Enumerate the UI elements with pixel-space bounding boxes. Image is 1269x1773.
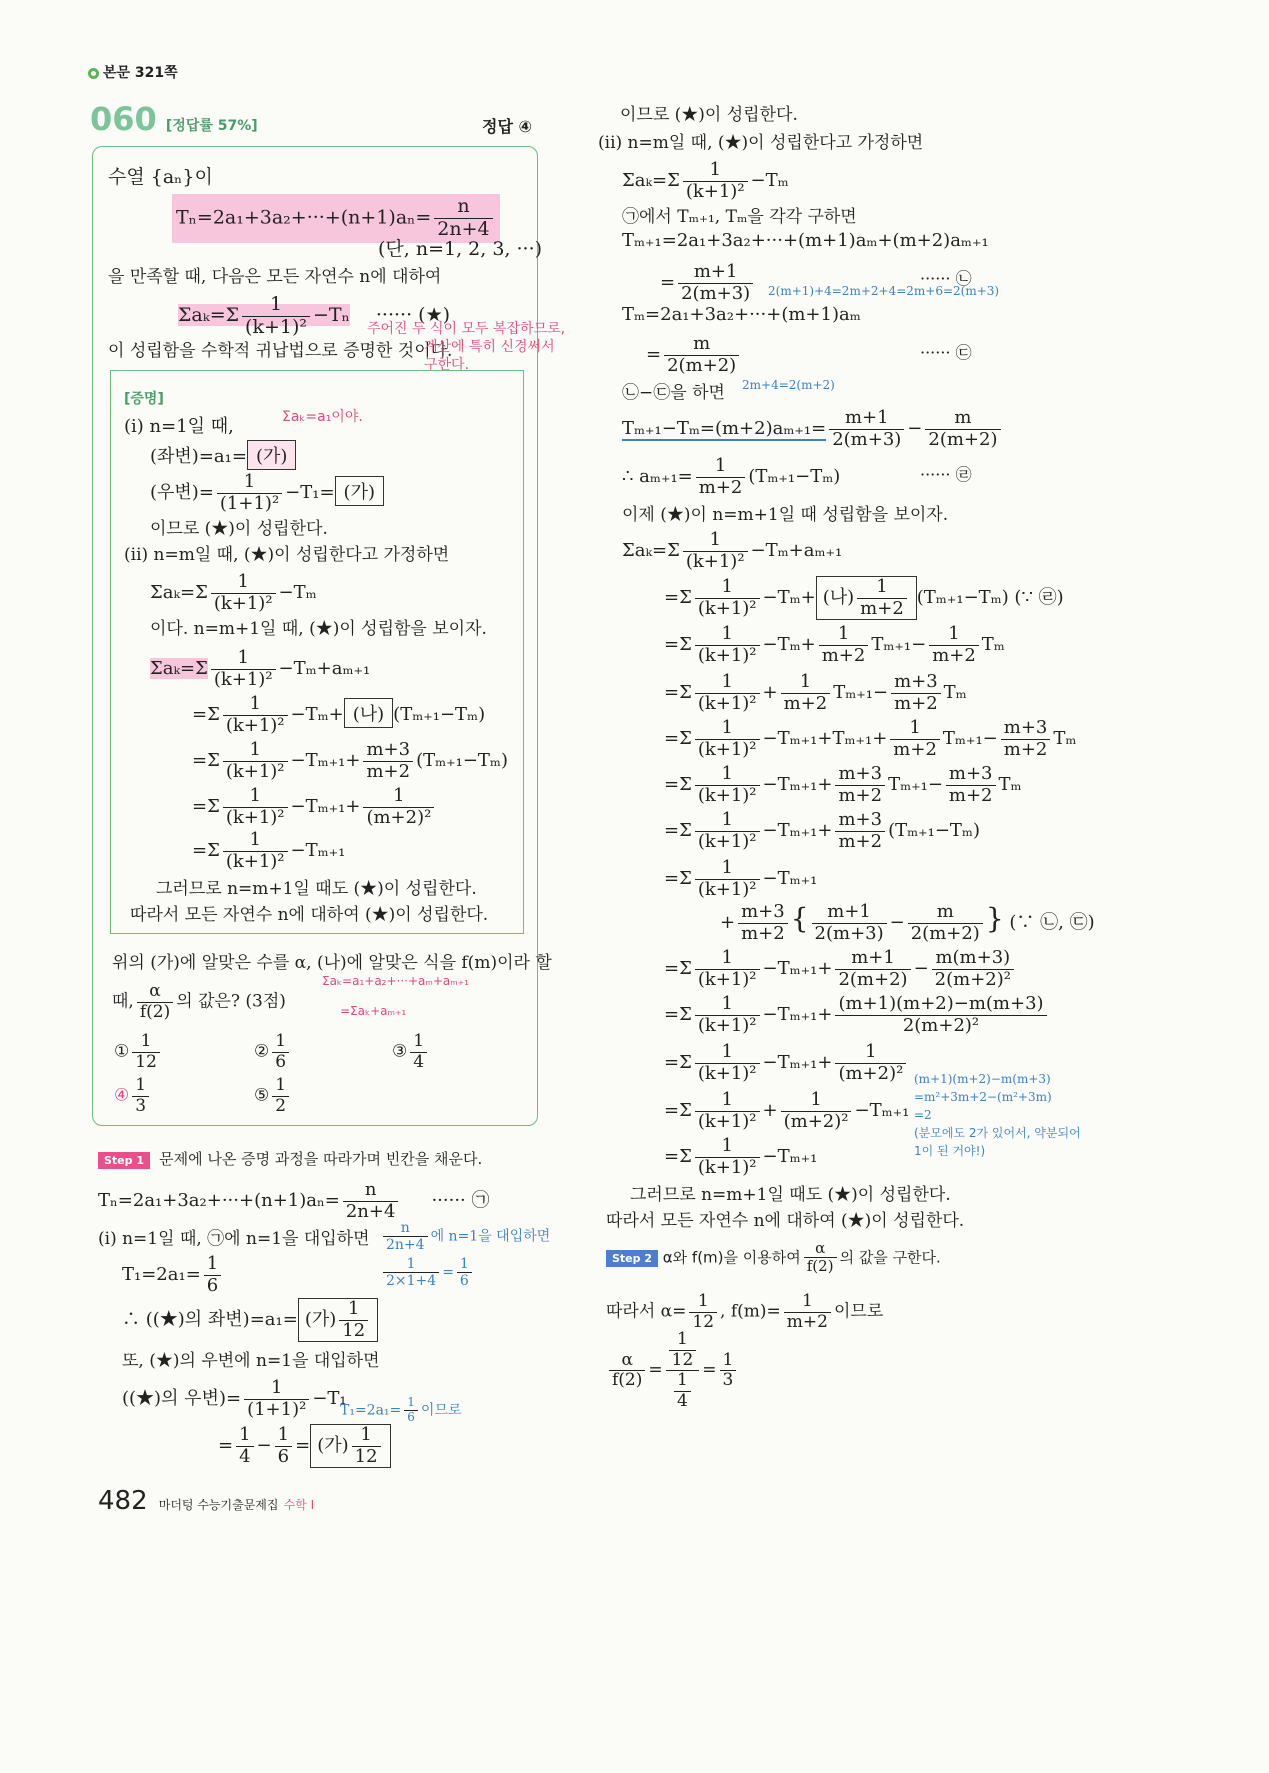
right-step-7: =Σ $\frac{1}{\text{(k+1)²}}$ −Tₘ₊₁+ $\frac{m+3}{m+2}$ (Tₘ₊₁−Tₘ) xyxy=(664,809,980,852)
step1-note-2: $\frac{1}{2\times 1+4}$ = $\frac{1}{6}$ xyxy=(380,1256,475,1289)
step2-result: $\frac{\alpha}{f(2)}$ = $\frac{\frac{1}{12}}{\frac{1}{4}}$ = $\frac{1}{3}$ xyxy=(606,1330,739,1411)
choice-5[interactable]: ⑤ $\frac{1}{2}$ xyxy=(254,1076,292,1116)
step2-values: 따라서 α= $\frac{1}{12}$ , f(m)= $\frac{1}{m+2}$ 이므로 xyxy=(606,1291,884,1332)
proof-lhs: (좌변)=a₁= (가) xyxy=(150,440,296,470)
right-show: 이제 (★)이 n=m+1일 때 성립함을 보이자. xyxy=(622,505,949,525)
sequence-equation: Tₙ=2a₁+3a₂+···+(n+1)aₙ= $\frac{n}{2n+4}$ xyxy=(172,194,500,243)
answer-label: 정답 ④ xyxy=(482,117,533,136)
step1-case1: (i) n=1일 때, ㉠에 n=1을 대입하면 xyxy=(98,1229,370,1249)
tag-d: ······ ㉣ xyxy=(920,465,972,484)
right-step-8: =Σ $\frac{1}{\text{(k+1)²}}$ −Tₘ₊₁ xyxy=(664,857,818,900)
star-equation: Σaₖ=Σ $\frac{1}{\text{(k+1)²}}$ −Tₙ ······ (★) xyxy=(178,293,451,338)
choice-1[interactable]: ① $\frac{1}{12}$ xyxy=(114,1032,163,1072)
right-diff: Tₘ₊₁−Tₘ=(m+2)aₘ₊₁= $\frac{m+1}{2(m+3)}$ − $\frac{m}{2(m+2)}$ xyxy=(622,408,1004,450)
question-line2: 을 만족할 때, 다음은 모든 자연수 n에 대하여 xyxy=(108,267,442,287)
tag-b: ······ ㉡ xyxy=(920,269,972,288)
proof-note-1: Σaₖ=a₁이야. xyxy=(282,409,363,425)
right-step-13: =Σ $\frac{1}{\text{(k+1)²}}$ + $\frac{1}{\text{(m+2)²}}$ −Tₘ₊₁ xyxy=(664,1089,910,1132)
right-step-9: + $\frac{m+3}{m+2}$ { $\frac{m+1}{2(m+3)}$ − $\frac{m}{2(m+2)}$ } (∵ ㉡, ㉢) xyxy=(720,901,1095,944)
choice-4-correct[interactable]: ④ $\frac{1}{3}$ xyxy=(114,1076,152,1116)
step1-rhs: ((★)의 우변)= $\frac{1}{\text{(1+1)²}}$ −T₁ xyxy=(122,1377,347,1420)
right-assume: Σaₖ=Σ $\frac{1}{\text{(k+1)²}}$ −Tₘ xyxy=(622,159,789,202)
right-step-14: =Σ $\frac{1}{\text{(k+1)²}}$ −Tₘ₊₁ xyxy=(664,1135,818,1178)
pink-note-2: 계산에 특히 신경써서 xyxy=(424,339,555,355)
right-step-5: =Σ $\frac{1}{\text{(k+1)²}}$ −Tₘ₊₁+Tₘ₊₁+ $\frac{1}{m+2}$ Tₘ₊₁− $\frac{m+3}{m+2}$ Tₘ xyxy=(664,717,1077,760)
choice-3[interactable]: ③ $\frac{1}{4}$ xyxy=(392,1032,430,1072)
question-ask-1: 위의 (가)에 알맞은 수를 α, (나)에 알맞은 식을 f(m)이라 할 xyxy=(112,953,552,973)
step2-badge: Step 2 xyxy=(606,1250,658,1267)
right-tm1-def: Tₘ₊₁=2a₁+3a₂+···+(m+1)aₘ+(m+2)aₘ₊₁ xyxy=(622,230,989,251)
right-conclusion-1: 그러므로 n=m+1일 때도 (★)이 성립한다. xyxy=(630,1185,951,1205)
page-ref: 본문 321쪽 xyxy=(88,62,178,82)
proof-conclusion-1: 그러므로 n=m+1일 때도 (★)이 성립한다. xyxy=(156,879,477,899)
right-subtract: ㉡−㉢을 하면 xyxy=(622,383,725,403)
accuracy-rate: [정답률 57%] xyxy=(165,118,258,134)
step1-header: Step 1 문제에 나온 증명 과정을 따라가며 빈칸을 채운다. xyxy=(98,1148,482,1169)
right-step-11: =Σ $\frac{1}{\text{(k+1)²}}$ −Tₘ₊₁+ $\frac{(m+1)(m+2)-m(m+3)}{\text{2(m+2)²}}$ xyxy=(664,994,1050,1036)
pink-note-1: 주어진 두 식이 모두 복잡하므로, xyxy=(367,321,566,337)
problem-number: 060 xyxy=(90,100,157,138)
page-number: 482 xyxy=(98,1486,148,1516)
right-case2: (ii) n=m일 때, (★)이 성립한다고 가정하면 xyxy=(598,133,924,153)
step1-result: = $\frac{1}{4}$ − $\frac{1}{6}$ = (가) $\frac{1}{12}$ xyxy=(218,1424,391,1468)
step1-t1: T₁=2a₁= $\frac{1}{6}$ xyxy=(122,1254,224,1296)
footer: 482 마더텅 수능기출문제집 수학 I xyxy=(98,1486,315,1516)
step1-badge: Step 1 xyxy=(98,1152,150,1169)
step1-eq1: Tₙ=2a₁+3a₂+···+(n+1)aₙ= $\frac{n}{2n+4}$ ······ ㉠ xyxy=(98,1179,490,1222)
right-note-1: 2(m+1)+4=2m+2+4=2m+6=2(m+3) xyxy=(768,284,1000,298)
problem-header xyxy=(90,100,258,138)
right-tm-def: Tₘ=2a₁+3a₂+···+(m+1)aₘ xyxy=(622,304,861,325)
right-conclusion-2: 따라서 모든 자연수 n에 대하여 (★)이 성립한다. xyxy=(606,1211,965,1231)
proof-step-4: =Σ $\frac{1}{\text{(k+1)²}}$ −Tₘ₊₁+ $\frac{1}{\text{(m+2)²}}$ xyxy=(192,786,437,828)
right-compute: ㉠에서 Tₘ₊₁, Tₘ을 각각 구하면 xyxy=(622,207,857,227)
step1-also: 또, (★)의 우변에 n=1을 대입하면 xyxy=(122,1351,380,1371)
right-tm1-val: = $\frac{m+1}{2(m+3)}$ xyxy=(660,262,756,304)
right-step-1: Σaₖ=Σ $\frac{1}{\text{(k+1)²}}$ −Tₘ+aₘ₊₁ xyxy=(622,529,843,572)
circle-icon xyxy=(88,68,99,79)
step2-header: Step 2 α와 f(m)을 이용하여 $\frac{\alpha}{f(2)}$ 의 값을 구한다. xyxy=(606,1240,941,1276)
proof-assume: Σaₖ=Σ $\frac{1}{\text{(k+1)²}}$ −Tₘ xyxy=(150,571,317,614)
right-step-6: =Σ $\frac{1}{\text{(k+1)²}}$ −Tₘ₊₁+ $\frac{m+3}{m+2}$ Tₘ₊₁− $\frac{m+3}{m+2}$ Tₘ xyxy=(664,763,1022,806)
proof-show: 이다. n=m+1일 때, (★)이 성립함을 보이자. xyxy=(150,619,487,639)
tag-c: ······ ㉢ xyxy=(920,343,972,362)
question-note-1: Σaₖ=a₁+a₂+···+aₘ+aₘ₊₁ xyxy=(322,974,469,988)
right-step-10: =Σ $\frac{1}{\text{(k+1)²}}$ −Tₘ₊₁+ $\frac{m+1}{2(m+2)}$ − $\frac{m(m+3)}{\text{2(m+2)²}}$ xyxy=(664,948,1017,990)
right-note-2: 2m+4=2(m+2) xyxy=(742,378,835,392)
question-line3: 이 성립함을 수학적 귀납법으로 증명한 것이다. xyxy=(108,341,453,361)
condition: (단, n=1, 2, 3, ···) xyxy=(378,238,543,260)
right-holds: 이므로 (★)이 성립한다. xyxy=(620,105,798,125)
step1-note-3: T₁=2a₁= $\frac{1}{6}$ 이므로 xyxy=(340,1395,462,1424)
right-note-3: (m+1)(m+2)−m(m+3) =m²+3m+2−(m²+3m) =2 (분모에도 2가 있어서, 약분되어 1이 된 거야!) xyxy=(914,1072,1081,1158)
proof-step-5: =Σ $\frac{1}{\text{(k+1)²}}$ −Tₘ₊₁ xyxy=(192,829,346,872)
pink-note-3: 구한다. xyxy=(424,357,470,373)
proof-title: [증명] xyxy=(124,391,164,407)
proof-step-3: =Σ $\frac{1}{\text{(k+1)²}}$ −Tₘ₊₁+ $\frac{m+3}{m+2}$ (Tₘ₊₁−Tₘ) xyxy=(192,739,508,782)
proof-case-2: (ii) n=m일 때, (★)이 성립한다고 가정하면 xyxy=(124,545,450,565)
proof-rhs: (우변)= $\frac{1}{\text{(1+1)²}}$ −T₁= (가) xyxy=(150,472,384,514)
question-note-2: =Σaₖ+aₘ₊₁ xyxy=(340,1004,407,1018)
right-step-4: =Σ $\frac{1}{\text{(k+1)²}}$ + $\frac{1}{m+2}$ Tₘ₊₁− $\frac{m+3}{m+2}$ Tₘ xyxy=(664,671,967,714)
proof-step-1: Σaₖ=Σ $\frac{1}{\text{(k+1)²}}$ −Tₘ+aₘ₊₁ xyxy=(150,647,371,690)
question-intro: 수열 {aₙ}이 xyxy=(108,166,213,188)
proof-step-2: =Σ $\frac{1}{\text{(k+1)²}}$ −Tₘ+ (나) (Tₘ₊₁−Tₘ) xyxy=(192,693,486,736)
step1-note-1: $\frac{n}{2n+4}$ 에 n=1을 대입하면 xyxy=(380,1220,550,1253)
right-step-12: =Σ $\frac{1}{\text{(k+1)²}}$ −Tₘ₊₁+ $\frac{1}{\text{(m+2)²}}$ xyxy=(664,1042,909,1084)
question-ask-2: 때, $\frac{\alpha}{f(2)}$ 의 값은? (3점) xyxy=(112,981,286,1022)
right-step-3: =Σ $\frac{1}{\text{(k+1)²}}$ −Tₘ+ $\frac{1}{m+2}$ Tₘ₊₁− $\frac{1}{m+2}$ Tₘ xyxy=(664,623,1005,666)
right-step-2: =Σ $\frac{1}{\text{(k+1)²}}$ −Tₘ+ (나) $\frac{1}{m+2}$ (Tₘ₊₁−Tₘ) (∵ ㉣) xyxy=(664,576,1064,619)
proof-conclusion-2: 따라서 모든 자연수 n에 대하여 (★)이 성립한다. xyxy=(130,905,489,925)
proof-holds-1: 이므로 (★)이 성립한다. xyxy=(150,519,328,539)
proof-case-1: (i) n=1일 때, xyxy=(124,416,234,437)
right-am1: ∴ aₘ₊₁= $\frac{1}{m+2}$ (Tₘ₊₁−Tₘ) xyxy=(622,455,841,498)
step1-lhs: ∴ ((★)의 좌변)=a₁= (가) $\frac{1}{12}$ xyxy=(122,1298,378,1342)
right-tm-val: = $\frac{m}{2(m+2)}$ xyxy=(646,334,742,376)
choice-2[interactable]: ② $\frac{1}{6}$ xyxy=(254,1032,292,1072)
